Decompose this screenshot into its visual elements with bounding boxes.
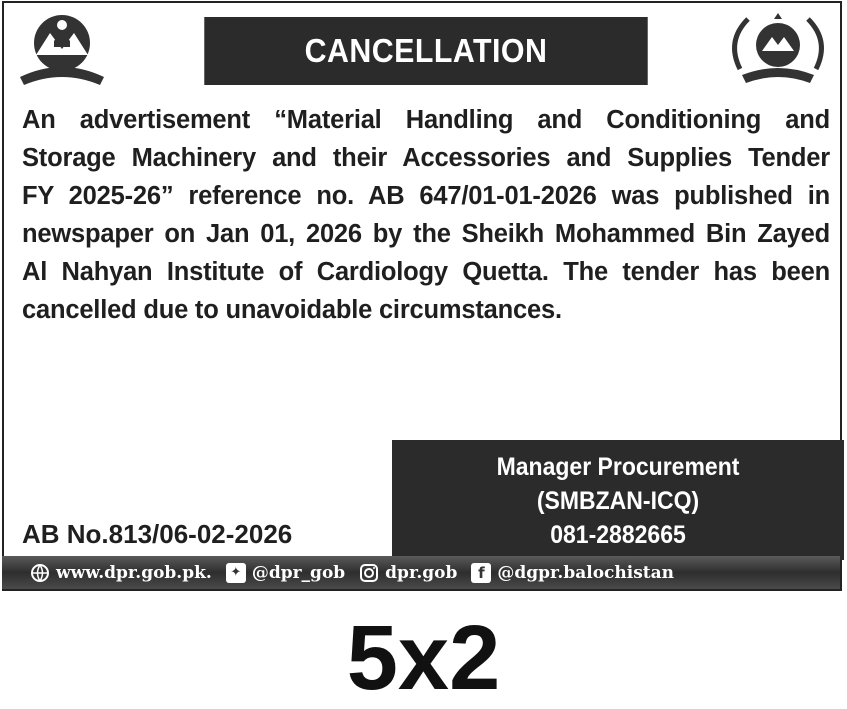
- twitter-handle: @dpr_gob: [251, 562, 346, 583]
- footer-facebook[interactable]: [471, 563, 674, 583]
- cancellation-notice-text: [22, 101, 830, 329]
- notice-line: cancelled due to unavoidable circumstances.: [22, 296, 562, 324]
- footer-instagram[interactable]: [359, 563, 457, 583]
- balochistan-emblem-icon: [14, 11, 110, 95]
- signatory-phone: 081-2882665: [550, 521, 686, 549]
- notice-line: newspaper on Jan 01, 2026 by the Sheikh Mohammed Bin Zayed: [22, 220, 830, 248]
- twitter-icon: ✦: [226, 563, 246, 583]
- notice-line: Storage Machinery and their Accessories and Supplies Tender: [22, 144, 830, 172]
- website-text: www.dpr.gob.pk.: [56, 562, 212, 583]
- footer-website[interactable]: [30, 563, 212, 583]
- instagram-icon: [359, 563, 379, 583]
- signatory-box: [392, 440, 844, 560]
- instagram-handle: dpr.gob: [385, 562, 458, 583]
- notice-line: An advertisement “Material Handling and Conditioning and: [22, 106, 830, 134]
- dgpr-emblem-icon: [720, 9, 836, 93]
- signatory-designation: Manager Procurement: [496, 453, 740, 481]
- signatory-organization: (SMBZAN-ICQ): [536, 487, 700, 515]
- footer-twitter[interactable]: [226, 563, 345, 583]
- facebook-handle: @dgpr.balochistan: [497, 562, 675, 583]
- cancellation-title: CANCELLATION: [204, 17, 647, 85]
- notice-line: FY 2025-26” reference no. AB 647/01-01-2026 was published in: [22, 182, 830, 210]
- ab-number: AB No.813/06-02-2026: [22, 519, 293, 549]
- ad-size-label: 5x2: [346, 607, 501, 709]
- notice-line: Al Nahyan Institute of Cardiology Quetta. The tender has been: [22, 258, 830, 286]
- advertisement-frame: [2, 1, 842, 591]
- globe-icon: [30, 563, 50, 583]
- footer-contact-bar: [2, 556, 840, 589]
- facebook-icon: f: [471, 563, 491, 583]
